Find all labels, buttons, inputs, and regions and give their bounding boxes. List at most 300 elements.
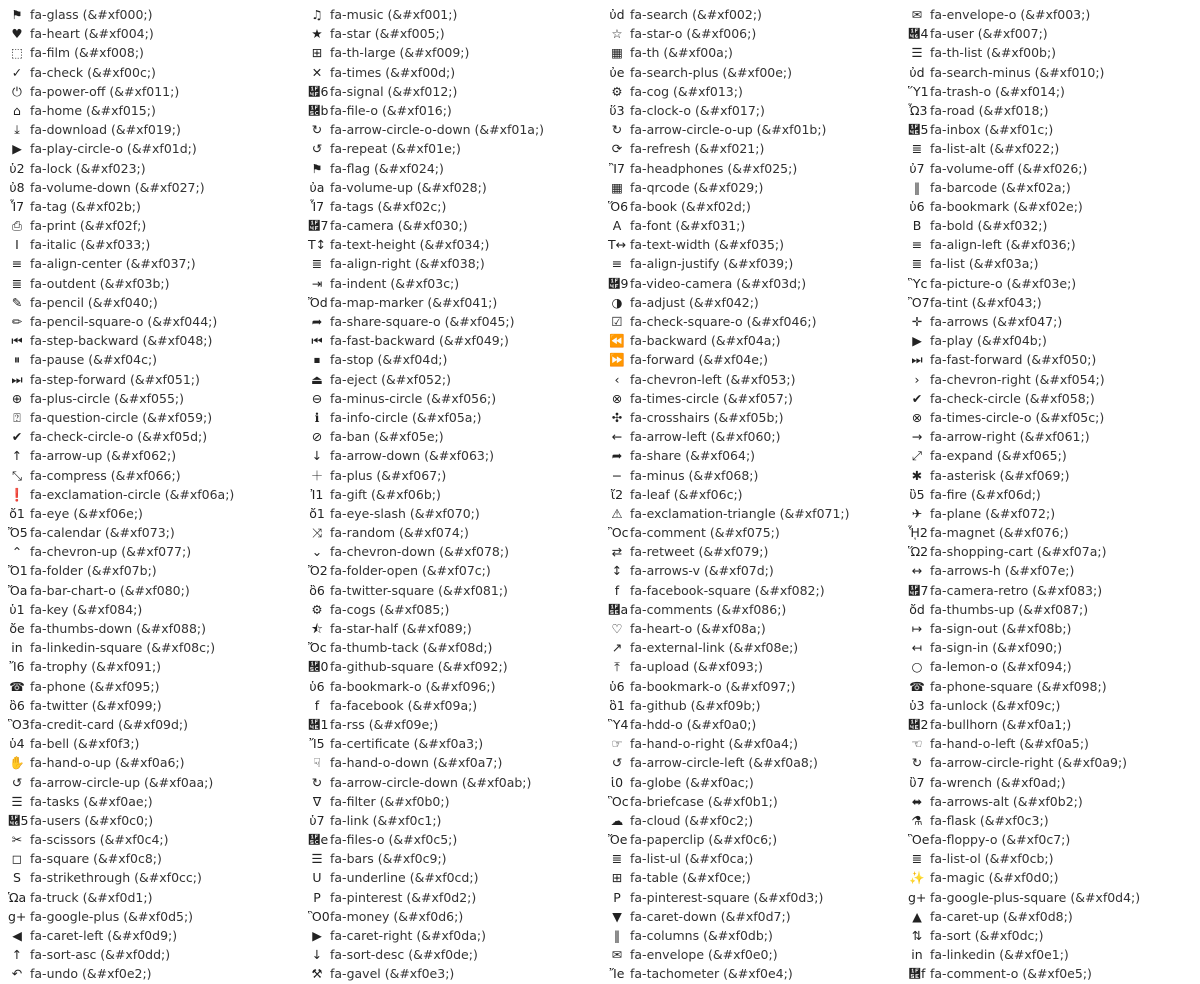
fa-tag-icon: Ἷ7	[9, 198, 25, 214]
icon-list-item	[300, 101, 600, 120]
icon-label: fa-arrow-circle-o-down (&#xf01a;)	[330, 122, 545, 138]
fa-asterisk-icon: ✱	[911, 467, 923, 483]
icon-label: fa-twitter-square (&#xf081;)	[330, 582, 508, 598]
fa-font-icon: A	[612, 218, 622, 234]
icon-list-item	[300, 312, 600, 331]
icon-list-item	[300, 561, 600, 580]
fa-undo-icon: ↶	[11, 966, 23, 982]
icon-label: fa-question-circle (&#xf059;)	[30, 409, 213, 425]
icon-label: fa-upload (&#xf093;)	[630, 659, 763, 675]
icon-list-item	[900, 657, 1200, 676]
fa-backward-icon: ⏪	[609, 333, 625, 349]
icon-label: fa-gift (&#xf06b;)	[330, 486, 441, 502]
icon-label: fa-undo (&#xf0e2;)	[30, 966, 152, 982]
icon-list-item	[900, 485, 1200, 504]
icon-list-item	[900, 715, 1200, 734]
icon-label: fa-check-circle-o (&#xf05d;)	[30, 429, 208, 445]
fa-th-list-icon: ☰	[911, 45, 923, 61]
fa-bookmark-o-icon: ὑ6	[309, 678, 325, 694]
icon-list-item	[900, 178, 1200, 197]
fa-check-circle-icon: ✔	[911, 390, 923, 406]
icon-label: fa-caret-down (&#xf0d7;)	[630, 908, 791, 924]
icon-list-item	[900, 139, 1200, 158]
fa-flask-icon: ⚗	[911, 812, 923, 828]
fa-map-marker-icon: Ὄd	[308, 294, 328, 310]
icon-label: fa-sort-asc (&#xf0dd;)	[30, 947, 171, 963]
icon-list-item	[0, 293, 300, 312]
fa-star-half-icon: ⯪	[311, 621, 323, 636]
fa-pencil-square-o-icon: ✏	[11, 314, 23, 329]
fa-align-justify-icon: ≡	[611, 256, 623, 272]
fa-times-circle-icon: ⊗	[611, 390, 623, 406]
icon-list-item	[900, 964, 1200, 983]
fa-power-off-icon: ⏻	[12, 83, 22, 99]
icon-label: fa-compress (&#xf066;)	[30, 467, 181, 483]
fa-linkedin-icon: in	[911, 947, 923, 963]
icon-label: fa-arrow-circle-up (&#xf0aa;)	[30, 774, 214, 790]
icon-list-item	[300, 504, 600, 523]
icon-list-item	[900, 830, 1200, 849]
icon-label: fa-sign-in (&#xf090;)	[930, 640, 1063, 656]
icon-label: fa-hand-o-left (&#xf0a5;)	[930, 736, 1089, 752]
icon-list-item	[900, 523, 1200, 542]
fa-credit-card-icon: Ὃ3	[8, 716, 30, 732]
icon-list-item	[600, 82, 900, 101]
icon-label: fa-download (&#xf019;)	[30, 122, 181, 138]
icon-list-item	[300, 581, 600, 600]
icon-label: fa-eye (&#xf06e;)	[30, 505, 143, 521]
icon-list-item	[600, 696, 900, 715]
icon-list-item	[0, 830, 300, 849]
fa-certificate-icon: Ἴ5	[309, 736, 325, 752]
fa-arrow-down-icon: ↓	[311, 448, 323, 464]
icon-label: fa-envelope-o (&#xf003;)	[930, 7, 1091, 22]
icon-list-item	[900, 159, 1200, 178]
icon-label: fa-step-backward (&#xf048;)	[30, 333, 213, 349]
fa-hand-o-up-icon: ✋	[9, 755, 25, 771]
icon-list-item	[300, 389, 600, 408]
icon-list-item	[0, 677, 300, 696]
icon-list-item	[900, 926, 1200, 945]
icon-label: fa-plane (&#xf072;)	[930, 505, 1056, 521]
icon-label: fa-table (&#xf0ce;)	[630, 870, 751, 886]
icon-list-item	[900, 945, 1200, 964]
icon-list-item	[600, 466, 900, 485]
icon-label: fa-thumbs-up (&#xf087;)	[930, 601, 1089, 617]
icon-list-item	[600, 408, 900, 427]
fa-gavel-icon: ⚒	[311, 966, 323, 982]
icon-label: fa-strikethrough (&#xf0cc;)	[30, 870, 202, 886]
icon-label: fa-eye-slash (&#xf070;)	[330, 505, 480, 521]
icon-label: fa-bookmark-o (&#xf097;)	[630, 678, 796, 694]
fa-exclamation-triangle-icon: ⚠	[611, 505, 623, 521]
icon-label: fa-hand-o-up (&#xf0a6;)	[30, 755, 185, 771]
icon-label: fa-phone-square (&#xf098;)	[930, 678, 1107, 694]
icon-list-item	[300, 408, 600, 427]
icon-label: fa-linkedin (&#xf0e1;)	[930, 947, 1069, 963]
icon-label: fa-repeat (&#xf01e;)	[330, 141, 461, 157]
fa-twitter-icon: ὂ6	[9, 697, 25, 713]
icon-list-item	[300, 235, 600, 254]
icon-label: fa-bars (&#xf0c9;)	[330, 851, 447, 867]
icon-label: fa-share-square-o (&#xf045;)	[330, 314, 515, 329]
icon-label: fa-backward (&#xf04a;)	[630, 333, 781, 349]
icon-label: fa-fire (&#xf06d;)	[930, 486, 1041, 502]
icon-list-item	[300, 427, 600, 446]
icon-list-item	[300, 159, 600, 178]
fa-forward-icon: ⏩	[609, 352, 625, 368]
icon-list-item	[0, 216, 300, 235]
fa-hdd-o-icon: Ὓ4	[608, 716, 629, 732]
icon-label: fa-indent (&#xf03c;)	[330, 275, 460, 291]
icon-label: fa-step-forward (&#xf051;)	[30, 371, 200, 387]
icon-label: fa-info-circle (&#xf05a;)	[330, 409, 482, 425]
icon-label: fa-star (&#xf005;)	[330, 26, 445, 42]
fa-volume-off-icon: ὐ7	[909, 160, 925, 176]
fa-repeat-icon: ↺	[311, 141, 323, 157]
fa-facebook-square-icon: f	[614, 582, 620, 598]
icon-label: fa-chevron-down (&#xf078;)	[330, 544, 509, 560]
icon-label: fa-stop (&#xf04d;)	[330, 352, 448, 368]
fa-sort-desc-icon: ↓	[311, 947, 323, 963]
icon-list-item	[900, 274, 1200, 293]
fa-arrows-h-icon: ↔	[911, 563, 923, 579]
icon-label: fa-leaf (&#xf06c;)	[630, 486, 743, 502]
icon-label: fa-bullhorn (&#xf0a1;)	[930, 716, 1072, 732]
icon-list-item	[900, 561, 1200, 580]
icon-list-item	[900, 101, 1200, 120]
icon-list-item	[600, 830, 900, 849]
fa-folder-icon: Ὄ1	[8, 563, 28, 579]
fa-star-o-icon: ☆	[611, 26, 623, 42]
icon-list-item	[900, 600, 1200, 619]
icon-list-item	[0, 446, 300, 465]
fa-list-ol-icon: ≣	[911, 851, 923, 867]
fa-refresh-icon: ⟳	[611, 141, 623, 157]
fa-search-plus-icon: ὐe	[609, 64, 625, 80]
icon-label: fa-scissors (&#xf0c4;)	[30, 832, 169, 848]
icon-label: fa-magic (&#xf0d0;)	[930, 870, 1059, 886]
icon-label: fa-google-plus (&#xf0d5;)	[30, 908, 194, 924]
fa-info-circle-icon: ℹ	[314, 409, 320, 425]
icon-label: fa-print (&#xf02f;)	[30, 218, 147, 234]
icon-label: fa-glass (&#xf000;)	[30, 7, 153, 22]
icon-label: fa-list-ul (&#xf0ca;)	[630, 851, 754, 867]
fa-check-circle-o-icon: ✔	[11, 429, 23, 445]
fa-glass-icon: ⚑	[11, 7, 23, 22]
icon-label: fa-google-plus-square (&#xf0d4;)	[930, 889, 1141, 905]
fa-envelope-o-icon: ✉	[911, 7, 923, 22]
icon-label: fa-headphones (&#xf025;)	[630, 160, 798, 176]
fa-pinterest-icon: P	[313, 889, 321, 905]
fa-cog-icon: ⚙	[611, 83, 623, 99]
icon-list-item	[600, 101, 900, 120]
fa-wrench-icon: ὒ7	[909, 774, 925, 790]
icon-list-item	[600, 542, 900, 561]
fa-globe-icon: ἱ0	[610, 774, 624, 790]
fa-truck-icon: Ὡa	[8, 889, 27, 905]
icon-list-item	[600, 504, 900, 523]
fa-signal-icon: ὏6	[308, 83, 329, 99]
fa-eye-icon: ὄ1	[9, 505, 25, 521]
icon-list-item	[0, 159, 300, 178]
icon-list-item	[0, 753, 300, 772]
icon-label: fa-refresh (&#xf021;)	[630, 141, 765, 157]
fa-question-circle-icon: ⍰	[13, 409, 21, 425]
icon-label: fa-align-justify (&#xf039;)	[630, 256, 794, 272]
fa-flag-icon: ⚑	[311, 160, 323, 176]
fa-facebook-icon: f	[314, 697, 320, 713]
fa-caret-up-icon: ▲	[912, 908, 922, 924]
icon-list-item	[600, 427, 900, 446]
fa-linkedin-square-icon: in	[11, 640, 23, 656]
icon-list-item	[0, 485, 300, 504]
icon-list-item	[300, 811, 600, 830]
icon-list-item	[0, 139, 300, 158]
fa-times-circle-o-icon: ⊗	[911, 409, 923, 425]
icon-label: fa-expand (&#xf065;)	[930, 448, 1067, 464]
fa-road-icon: Ὦ3	[908, 102, 928, 118]
fa-download-icon: ⤓	[14, 122, 20, 138]
icon-label: fa-calendar (&#xf073;)	[30, 525, 175, 541]
icon-label: fa-arrow-circle-down (&#xf0ab;)	[330, 774, 532, 790]
icon-list-item	[0, 964, 300, 983]
icon-label: fa-folder (&#xf07b;)	[30, 563, 157, 579]
icon-label: fa-sort (&#xf0dc;)	[930, 928, 1044, 943]
icon-list-item	[300, 542, 600, 561]
icon-label: fa-plus-circle (&#xf055;)	[30, 390, 184, 406]
icon-label: fa-key (&#xf084;)	[30, 601, 143, 617]
fa-chevron-up-icon: ⌃	[11, 544, 23, 560]
fa-list-icon: ≣	[911, 256, 923, 272]
icon-label: fa-pencil (&#xf040;)	[30, 294, 158, 310]
icon-list-item	[0, 523, 300, 542]
fa-eject-icon: ⏏	[311, 371, 323, 387]
fa-text-height-icon: T↕	[308, 237, 327, 253]
icon-list-item	[0, 178, 300, 197]
icon-list-item	[300, 849, 600, 868]
icon-list-item	[600, 389, 900, 408]
icon-list-item	[0, 466, 300, 485]
fa-volume-up-icon: ὐa	[309, 179, 325, 195]
icon-label: fa-chevron-left (&#xf053;)	[630, 371, 796, 387]
fa-heart-icon: ♥	[11, 26, 23, 42]
icon-label: fa-video-camera (&#xf03d;)	[630, 275, 807, 291]
fa-compress-icon: ⤡	[11, 467, 22, 483]
fa-leaf-icon: ἴ2	[610, 486, 624, 502]
fa-arrow-circle-down-icon: ↻	[311, 774, 323, 790]
icon-label: fa-cloud (&#xf0c2;)	[630, 812, 754, 828]
icon-label: fa-columns (&#xf0db;)	[630, 928, 773, 943]
fa-arrow-circle-right-icon: ↻	[911, 755, 923, 771]
icon-label: fa-shopping-cart (&#xf07a;)	[930, 544, 1107, 560]
fa-fast-forward-icon: ⏭	[911, 352, 923, 368]
fa-caret-right-icon: ▶	[312, 928, 322, 943]
icon-list-item	[900, 43, 1200, 62]
icon-label: fa-qrcode (&#xf029;)	[630, 179, 764, 195]
fa-paperclip-icon: Ὄe	[608, 832, 628, 848]
fa-sign-in-icon: ↤	[911, 640, 923, 656]
icon-label: fa-signal (&#xf012;)	[330, 83, 458, 99]
fa-unlock-icon: ὑ3	[909, 697, 925, 713]
icon-list-item	[900, 216, 1200, 235]
icon-list-item	[900, 696, 1200, 715]
icon-label: fa-list-ol (&#xf0cb;)	[930, 851, 1054, 867]
icon-list-item	[600, 43, 900, 62]
fa-google-plus-icon: g+	[8, 908, 27, 924]
icon-list-item	[0, 792, 300, 811]
icon-list-item	[600, 811, 900, 830]
fa-indent-icon: ⇥	[311, 275, 323, 291]
icon-label: fa-arrows-alt (&#xf0b2;)	[930, 793, 1083, 809]
icon-label: fa-hand-o-down (&#xf0a7;)	[330, 755, 503, 771]
fa-link-icon: ὑ7	[309, 812, 325, 828]
fa-chevron-right-icon: ›	[914, 371, 920, 387]
icon-list-item	[300, 888, 600, 907]
fa-calendar-icon: Ὄ5	[8, 525, 28, 541]
icon-label: fa-truck (&#xf0d1;)	[30, 889, 153, 905]
icon-list-item	[900, 888, 1200, 907]
icon-list-item	[0, 120, 300, 139]
icon-list-item	[600, 312, 900, 331]
fa-adjust-icon: ◑	[611, 294, 623, 310]
fa-comment-icon: Ὂc	[608, 525, 629, 541]
fa-check-icon: ✓	[11, 64, 23, 80]
fa-picture-o-icon: Ὓc	[908, 275, 928, 291]
icon-list-item	[0, 581, 300, 600]
fa-scissors-icon: ✂	[11, 832, 23, 848]
icon-list-item	[600, 216, 900, 235]
icon-label: fa-times-circle-o (&#xf05c;)	[930, 409, 1105, 425]
icon-list-item	[900, 792, 1200, 811]
fa-heart-o-icon: ♡	[611, 621, 623, 636]
icon-label: fa-inbox (&#xf01c;)	[930, 122, 1054, 138]
fa-caret-left-icon: ◀	[12, 928, 22, 943]
icon-label: fa-fast-forward (&#xf050;)	[930, 352, 1097, 368]
icon-label: fa-clock-o (&#xf017;)	[630, 102, 765, 118]
icon-label: fa-eject (&#xf052;)	[330, 371, 452, 387]
icon-list-item	[0, 235, 300, 254]
icon-label: fa-star-half (&#xf089;)	[330, 621, 472, 636]
fa-chevron-left-icon: ‹	[614, 371, 620, 387]
icon-label: fa-exclamation-circle (&#xf06a;)	[30, 486, 235, 502]
icon-list-item	[300, 773, 600, 792]
icon-label: fa-unlock (&#xf09c;)	[930, 697, 1061, 713]
icon-list-item	[600, 868, 900, 887]
fa-retweet-icon: ⇄	[611, 544, 623, 560]
icon-label: fa-heart (&#xf004;)	[30, 26, 154, 42]
fa-caret-down-icon: ▼	[612, 908, 622, 924]
icon-list-item	[300, 792, 600, 811]
icon-label: fa-fast-backward (&#xf049;)	[330, 333, 509, 349]
icon-list-item	[900, 907, 1200, 926]
icon-list-item	[900, 254, 1200, 273]
icon-list-item	[600, 139, 900, 158]
icon-label: fa-link (&#xf0c1;)	[330, 812, 442, 828]
icon-label: fa-minus (&#xf068;)	[630, 467, 759, 483]
icon-label: fa-asterisk (&#xf069;)	[930, 467, 1070, 483]
icon-label: fa-retweet (&#xf079;)	[630, 544, 769, 560]
icon-label: fa-th-large (&#xf009;)	[330, 45, 470, 61]
icon-list-item	[900, 753, 1200, 772]
fa-arrows-icon: ✛	[911, 314, 923, 329]
icon-list-item	[0, 350, 300, 369]
fa-files-o-icon: ὜e	[308, 832, 329, 848]
fa-outdent-icon: ≣	[11, 275, 23, 291]
icon-label: fa-italic (&#xf033;)	[30, 237, 151, 253]
icon-list-item	[300, 197, 600, 216]
icon-label: fa-pencil-square-o (&#xf044;)	[30, 314, 218, 329]
icon-list-item	[600, 523, 900, 542]
icon-list-item	[300, 370, 600, 389]
fa-align-left-icon: ≡	[911, 237, 923, 253]
icon-label: fa-floppy-o (&#xf0c7;)	[930, 832, 1071, 848]
icon-label: fa-file-o (&#xf016;)	[330, 102, 452, 118]
icon-list-item	[300, 715, 600, 734]
fa-inbox-icon: ὎5	[908, 122, 929, 138]
icon-label: fa-picture-o (&#xf03e;)	[930, 275, 1077, 291]
fa-trash-o-icon: Ὕ1	[908, 83, 929, 99]
icon-label: fa-caret-left (&#xf0d9;)	[30, 928, 178, 943]
icon-label: fa-forward (&#xf04e;)	[630, 352, 769, 368]
fa-barcode-icon: ‖	[913, 179, 921, 195]
icon-list-item	[300, 657, 600, 676]
icon-list-item	[0, 773, 300, 792]
icon-label: fa-files-o (&#xf0c5;)	[330, 832, 458, 848]
fa-table-icon: ⊞	[611, 870, 623, 886]
fa-users-icon: ὆5	[8, 812, 29, 828]
icon-label: fa-linkedin-square (&#xf08c;)	[30, 640, 216, 656]
icon-label: fa-search (&#xf002;)	[630, 7, 762, 22]
icon-label: fa-minus-circle (&#xf056;)	[330, 390, 497, 406]
fa-hand-o-left-icon: ☜	[911, 736, 923, 752]
icon-label: fa-bar-chart-o (&#xf080;)	[30, 582, 190, 598]
icon-list-item	[900, 24, 1200, 43]
icon-label: fa-external-link (&#xf08e;)	[630, 640, 799, 656]
icon-label: fa-pause (&#xf04c;)	[30, 352, 158, 368]
icon-label: fa-certificate (&#xf0a3;)	[330, 736, 484, 752]
fa-random-icon: ⤨	[311, 525, 322, 541]
fa-thumbs-down-icon: ὄe	[9, 621, 25, 636]
icon-list-item	[0, 254, 300, 273]
icon-list-item	[900, 466, 1200, 485]
icon-label: fa-rss (&#xf09e;)	[330, 716, 439, 732]
icon-list-item	[600, 926, 900, 945]
fa-pinterest-square-icon: P	[613, 889, 621, 905]
icon-list-item	[600, 734, 900, 753]
fa-arrow-circle-up-icon: ↺	[11, 774, 23, 790]
fa-money-icon: Ὃ0	[308, 908, 330, 924]
icon-label: fa-crosshairs (&#xf05b;)	[630, 409, 784, 425]
icon-label: fa-search-plus (&#xf00e;)	[630, 64, 792, 80]
icon-list-item	[600, 888, 900, 907]
fa-bar-chart-o-icon: Ὄa	[8, 582, 28, 598]
fa-comment-o-icon: ὞f	[908, 966, 926, 982]
icon-label: fa-comment-o (&#xf0e5;)	[930, 966, 1092, 982]
icon-list-item	[0, 331, 300, 350]
fa-external-link-icon: ↗	[611, 640, 623, 656]
icon-label: fa-lemon-o (&#xf094;)	[930, 659, 1072, 675]
icon-label: fa-caret-up (&#xf0d8;)	[930, 908, 1073, 924]
fa-bars-icon: ☰	[311, 851, 323, 867]
fa-columns-icon: ‖	[613, 928, 621, 943]
fa-twitter-square-icon: ὂ6	[309, 582, 325, 598]
icon-list-item	[300, 446, 600, 465]
icon-list-item	[0, 600, 300, 619]
fa-play-icon: ▶	[912, 333, 922, 349]
fa-share-icon: ➦	[611, 448, 623, 464]
icon-list-item	[300, 677, 600, 696]
